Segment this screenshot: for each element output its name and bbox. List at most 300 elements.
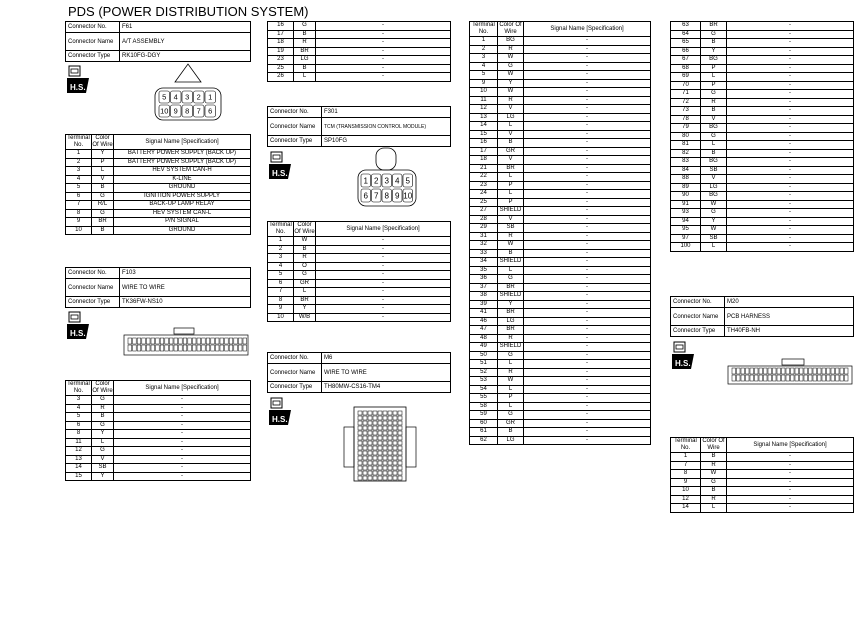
terminal-no-cell: 5: [66, 184, 92, 193]
terminal-no-cell: 18: [268, 39, 294, 48]
pin-cavity: [388, 411, 392, 415]
terminal-no-cell: 25: [268, 64, 294, 73]
table-row: [470, 428, 651, 437]
terminal-no-cell: 39: [470, 300, 498, 309]
table-row: [66, 209, 251, 218]
wire-color-cell: B: [701, 453, 727, 462]
terminal-no-cell: 80: [671, 132, 701, 141]
pin-cavity: [750, 368, 754, 374]
pin-cavity: [133, 338, 137, 344]
terminal-no-cell: 60: [470, 419, 498, 428]
pin-cavity: [229, 345, 233, 351]
signal-name-cell: -: [316, 262, 451, 271]
wire-color-cell: R: [294, 39, 316, 48]
terminal-no-cell: 22: [470, 173, 498, 182]
signal-name-cell: -: [524, 249, 651, 258]
wire-color-cell: W: [498, 54, 524, 63]
signal-name-cell: -: [316, 237, 451, 246]
pin-cavity: [383, 436, 387, 440]
signal-name-cell: IGNITION POWER SUPPLY: [114, 192, 251, 201]
pin-cavity: [741, 368, 745, 374]
pin-cavity: [225, 345, 229, 351]
signal-name-cell: -: [727, 461, 854, 470]
f61-connector-diagram: [150, 62, 226, 124]
pin-cavity: [128, 338, 132, 344]
terminal-no-cell: 4: [66, 404, 92, 413]
signal-name-cell: -: [727, 453, 854, 462]
pin-cavity: [800, 375, 804, 381]
signal-name-cell: -: [727, 56, 854, 65]
pin-cavity: [777, 375, 781, 381]
signal-name-cell: -: [727, 158, 854, 167]
wire-color-cell: G: [498, 62, 524, 71]
terminal-no-cell: 9: [66, 218, 92, 227]
pin-cavity: [383, 426, 387, 430]
signal-name-cell: -: [524, 343, 651, 352]
signal-name-cell: -: [524, 266, 651, 275]
terminal-header: Terminal No.: [671, 438, 701, 453]
pin-cavity: [393, 461, 397, 465]
terminal-header: Terminal No.: [67, 135, 90, 148]
wire-color-cell: W/B: [294, 313, 316, 322]
wire-color-cell: P: [701, 81, 727, 90]
f103-connector-info: [65, 267, 251, 308]
signal-name-cell: -: [524, 368, 651, 377]
pin-cavity: [388, 446, 392, 450]
table-row: [66, 464, 251, 473]
wire-color-cell: SB: [701, 234, 727, 243]
table-row: [671, 39, 854, 48]
pin-cavity: [393, 466, 397, 470]
pin-number: 7: [196, 106, 201, 116]
pin-cavity: [243, 345, 247, 351]
terminal-no-cell: 6: [66, 421, 92, 430]
signal-name-cell: -: [524, 190, 651, 199]
pin-cavity: [393, 476, 397, 480]
table-row: [470, 190, 651, 199]
pin-cavity: [373, 426, 377, 430]
table-row: [671, 209, 854, 218]
wire-color-cell: L: [498, 360, 524, 369]
table-row: [470, 309, 651, 318]
pin-cavity: [398, 466, 402, 470]
terminal-no-cell: 32: [470, 241, 498, 250]
pin-cavity: [398, 416, 402, 420]
connector-name-label: Connector Name: [66, 279, 120, 297]
pin-cavity: [146, 338, 150, 344]
pin-cavity: [368, 471, 372, 475]
pin-cavity: [831, 368, 835, 374]
wire-color-cell: W: [701, 200, 727, 209]
pin-cavity: [368, 441, 372, 445]
terminal-header: Terminal No.: [67, 381, 90, 394]
pin-cavity: [137, 345, 141, 351]
pin-cavity: [133, 345, 137, 351]
wire-color-cell: R: [701, 461, 727, 470]
signal-name-cell: -: [114, 472, 251, 481]
pin-cavity: [393, 456, 397, 460]
pin-cavity: [383, 446, 387, 450]
f103-connector-name: WIRE TO WIRE: [120, 279, 251, 297]
wire-color-cell: V: [701, 175, 727, 184]
pin-cavity: [393, 416, 397, 420]
pin-cavity: [220, 345, 224, 351]
signal-header: Signal Name [Specification]: [114, 381, 251, 396]
terminal-no-cell: 34: [470, 258, 498, 267]
wire-color-cell: BR: [92, 218, 114, 227]
table-row: [470, 147, 651, 156]
connector-type-label: Connector Type: [66, 297, 120, 308]
terminal-no-cell: 4: [268, 262, 294, 271]
wire-color-cell: BG: [701, 158, 727, 167]
table-row: [671, 30, 854, 39]
pin-cavity: [363, 421, 367, 425]
pin-cavity: [363, 461, 367, 465]
hs-icon: [672, 340, 696, 368]
pin-cavity: [215, 338, 219, 344]
table-row: [671, 478, 854, 487]
terminal-no-cell: 73: [671, 107, 701, 116]
pin-cavity: [363, 446, 367, 450]
pin-cavity: [183, 345, 187, 351]
pin-cavity: [393, 421, 397, 425]
wire-color-cell: R/L: [92, 201, 114, 210]
pin-cavity: [192, 345, 196, 351]
pin-number: 8: [185, 106, 190, 116]
signal-name-cell: GROUND: [114, 226, 251, 235]
pin-cavity: [358, 446, 362, 450]
m20-connector-name: PCB HARNESS: [725, 308, 854, 326]
pin-cavity: [358, 431, 362, 435]
signal-name-cell: -: [524, 130, 651, 139]
table-row: [268, 245, 451, 254]
pin-cavity: [398, 426, 402, 430]
wire-color-cell: Y: [294, 305, 316, 314]
pin-cavity: [786, 368, 790, 374]
signal-name-cell: -: [316, 254, 451, 263]
signal-name-cell: -: [316, 47, 451, 56]
wire-color-cell: G: [701, 90, 727, 99]
table-row: [66, 438, 251, 447]
table-row: [66, 455, 251, 464]
signal-name-cell: BATTERY POWER SUPPLY (BACK UP): [114, 150, 251, 159]
wire-color-cell: BR: [498, 309, 524, 318]
terminal-no-cell: 1: [268, 237, 294, 246]
wire-color-cell: Y: [498, 79, 524, 88]
pin-cavity: [378, 466, 382, 470]
wire-color-cell: SHIELD: [498, 207, 524, 216]
connector-no-label: Connector No.: [268, 353, 322, 364]
pin-cavity: [840, 375, 844, 381]
terminal-no-cell: 24: [470, 190, 498, 199]
signal-name-cell: P/N SIGNAL: [114, 218, 251, 227]
wire-color-cell: R: [498, 96, 524, 105]
signal-name-cell: -: [727, 73, 854, 82]
m6-pin-table-continued: [670, 21, 854, 252]
wire-color-cell: R: [701, 495, 727, 504]
wire-color-cell: BR: [294, 296, 316, 305]
pin-cavity: [398, 451, 402, 455]
pin-cavity: [211, 345, 215, 351]
pin-cavity: [818, 368, 822, 374]
pin-cavity: [156, 345, 160, 351]
wire-color-cell: SHIELD: [498, 343, 524, 352]
pin-cavity: [813, 375, 817, 381]
pin-cavity: [146, 345, 150, 351]
pin-cavity: [809, 368, 813, 374]
hs-icon: [67, 310, 91, 338]
pin-cavity: [368, 421, 372, 425]
table-row: [470, 139, 651, 148]
wire-color-cell: L: [701, 504, 727, 513]
wire-color-cell: Y: [92, 430, 114, 439]
terminal-no-cell: 47: [470, 326, 498, 335]
wire-color-cell: BR: [498, 283, 524, 292]
wire-color-cell: G: [498, 411, 524, 420]
terminal-no-cell: 93: [671, 209, 701, 218]
wire-color-cell: R: [498, 368, 524, 377]
pin-number: 3: [384, 176, 389, 186]
table-row: [470, 54, 651, 63]
table-row: [671, 132, 854, 141]
pin-cavity: [768, 375, 772, 381]
signal-name-cell: -: [524, 309, 651, 318]
signal-name-cell: HEV SYSTEM CAN-H: [114, 167, 251, 176]
wire-color-cell: W: [498, 377, 524, 386]
table-row: [671, 175, 854, 184]
wire-color-cell: BG: [701, 56, 727, 65]
hs-label: H.S.: [675, 359, 691, 368]
hs-icon: [67, 64, 91, 92]
signal-name-cell: -: [524, 394, 651, 403]
signal-name-cell: -: [727, 132, 854, 141]
pin-cavity: [363, 476, 367, 480]
pin-cavity: [398, 446, 402, 450]
pin-cavity: [378, 411, 382, 415]
terminal-no-cell: 6: [66, 192, 92, 201]
signal-name-cell: -: [727, 115, 854, 124]
pin-cavity: [795, 375, 799, 381]
signal-name-cell: -: [727, 47, 854, 56]
wire-color-cell: P: [498, 181, 524, 190]
table-row: [470, 377, 651, 386]
pin-cavity: [373, 416, 377, 420]
terminal-no-cell: 10: [66, 226, 92, 235]
terminal-no-cell: 15: [470, 130, 498, 139]
wire-color-cell: V: [701, 115, 727, 124]
signal-name-cell: -: [316, 288, 451, 297]
table-row: [470, 88, 651, 97]
terminal-no-cell: 59: [470, 411, 498, 420]
wire-color-cell: SB: [701, 166, 727, 175]
pin-cavity: [378, 471, 382, 475]
table-row: [470, 79, 651, 88]
signal-name-cell: -: [524, 54, 651, 63]
signal-name-cell: -: [316, 56, 451, 65]
terminal-no-cell: 5: [470, 71, 498, 80]
table-row: [671, 243, 854, 252]
table-row: [671, 47, 854, 56]
terminal-no-cell: 63: [671, 22, 701, 31]
table-row: [66, 413, 251, 422]
pin-cavity: [768, 368, 772, 374]
terminal-no-cell: 2: [66, 158, 92, 167]
wire-color-cell: Y: [92, 150, 114, 159]
pin-cavity: [373, 436, 377, 440]
signal-name-cell: -: [727, 30, 854, 39]
signal-name-cell: -: [524, 385, 651, 394]
f301-connector-name: TCM (TRANSMISSION CONTROL MODULE): [322, 118, 451, 136]
wire-color-cell: Y: [92, 472, 114, 481]
pin-cavity: [373, 466, 377, 470]
signal-name-cell: -: [727, 200, 854, 209]
table-row: [671, 226, 854, 235]
wire-color-cell: W: [701, 470, 727, 479]
wire-color-cell: G: [498, 275, 524, 284]
pin-cavity: [782, 375, 786, 381]
pin-cavity: [363, 431, 367, 435]
pin-cavity: [804, 368, 808, 374]
pin-cavity: [373, 421, 377, 425]
pin-number: 10: [403, 191, 413, 201]
pin-cavity: [358, 426, 362, 430]
pin-cavity: [192, 338, 196, 344]
terminal-no-cell: 10: [268, 313, 294, 322]
table-row: [66, 447, 251, 456]
pin-cavity: [206, 345, 210, 351]
pin-cavity: [358, 441, 362, 445]
wire-color-cell: LG: [701, 183, 727, 192]
pin-cavity: [202, 345, 206, 351]
hs-label: H.S.: [272, 415, 288, 424]
pin-cavity: [238, 338, 242, 344]
table-row: [470, 334, 651, 343]
table-row: [268, 56, 451, 65]
pin-number: 7: [374, 191, 379, 201]
wire-color-cell: R: [498, 232, 524, 241]
wire-color-cell: Y: [701, 47, 727, 56]
pin-cavity: [373, 451, 377, 455]
hs-label: H.S.: [70, 329, 86, 338]
terminal-no-cell: 23: [268, 56, 294, 65]
terminal-no-cell: 70: [671, 81, 701, 90]
pin-cavity: [197, 338, 201, 344]
signal-name-cell: -: [524, 88, 651, 97]
pin-cavity: [363, 436, 367, 440]
signal-name-cell: -: [524, 275, 651, 284]
terminal-no-cell: 84: [671, 166, 701, 175]
pin-cavity: [220, 338, 224, 344]
signal-name-cell: -: [114, 421, 251, 430]
pin-cavity: [786, 375, 790, 381]
table-row: [671, 64, 854, 73]
wire-color-cell: BG: [498, 37, 524, 46]
pin-cavity: [732, 368, 736, 374]
wire-color-cell: B: [92, 184, 114, 193]
connector-no-label: Connector No.: [66, 268, 120, 279]
pin-cavity: [188, 338, 192, 344]
wire-color-cell: LG: [294, 56, 316, 65]
pin-cavity: [363, 441, 367, 445]
hs-icon: [269, 150, 293, 178]
pin-cavity: [782, 368, 786, 374]
pin-cavity: [211, 338, 215, 344]
color-header: Color Of Wire: [92, 381, 113, 394]
wire-color-cell: B: [498, 249, 524, 258]
terminal-no-cell: 16: [268, 22, 294, 31]
table-row: [470, 283, 651, 292]
wire-color-cell: B: [701, 149, 727, 158]
f103-pin-table-continued: [267, 21, 451, 82]
terminal-no-cell: 17: [268, 30, 294, 39]
signal-name-cell: -: [727, 209, 854, 218]
pin-cavity: [378, 436, 382, 440]
terminal-no-cell: 89: [671, 183, 701, 192]
f61-connector-info: [65, 21, 251, 62]
wire-color-cell: R: [498, 334, 524, 343]
pin-cavity: [388, 451, 392, 455]
table-row: [671, 73, 854, 82]
signal-name-cell: -: [114, 396, 251, 405]
hs-label: H.S.: [70, 83, 86, 92]
pin-cavity: [358, 451, 362, 455]
pin-cavity: [358, 436, 362, 440]
table-row: [470, 275, 651, 284]
pin-cavity: [827, 375, 831, 381]
terminal-no-cell: 29: [470, 224, 498, 233]
signal-name-cell: -: [114, 464, 251, 473]
terminal-no-cell: 10: [671, 487, 701, 496]
terminal-no-cell: 8: [671, 470, 701, 479]
terminal-no-cell: 7: [671, 461, 701, 470]
table-row: [470, 113, 651, 122]
table-row: [671, 107, 854, 116]
signal-name-cell: -: [524, 96, 651, 105]
table-row: [671, 115, 854, 124]
terminal-no-cell: 64: [671, 30, 701, 39]
pin-cavity: [383, 461, 387, 465]
signal-name-cell: -: [316, 39, 451, 48]
pin-cavity: [388, 476, 392, 480]
wire-color-cell: L: [701, 141, 727, 150]
wire-color-cell: B: [701, 39, 727, 48]
signal-name-cell: -: [114, 413, 251, 422]
wire-color-cell: G: [498, 351, 524, 360]
signal-name-cell: -: [316, 271, 451, 280]
signal-name-cell: -: [316, 313, 451, 322]
f103-connector-type: TK36FW-NS10: [120, 297, 251, 308]
terminal-no-cell: 17: [470, 147, 498, 156]
terminal-no-cell: 1: [470, 37, 498, 46]
pin-cavity: [373, 471, 377, 475]
table-row: [66, 167, 251, 176]
pin-cavity: [393, 411, 397, 415]
wire-color-cell: W: [701, 226, 727, 235]
wire-color-cell: W: [294, 237, 316, 246]
terminal-no-cell: 21: [470, 164, 498, 173]
wire-color-cell: GR: [498, 147, 524, 156]
table-row: [470, 122, 651, 131]
wire-color-cell: B: [294, 64, 316, 73]
table-row: [470, 181, 651, 190]
wire-color-cell: L: [92, 167, 114, 176]
table-row: [470, 360, 651, 369]
wire-color-cell: G: [701, 478, 727, 487]
wire-color-cell: V: [498, 156, 524, 165]
terminal-no-cell: 18: [470, 156, 498, 165]
terminal-no-cell: 83: [671, 158, 701, 167]
wire-color-cell: W: [498, 241, 524, 250]
